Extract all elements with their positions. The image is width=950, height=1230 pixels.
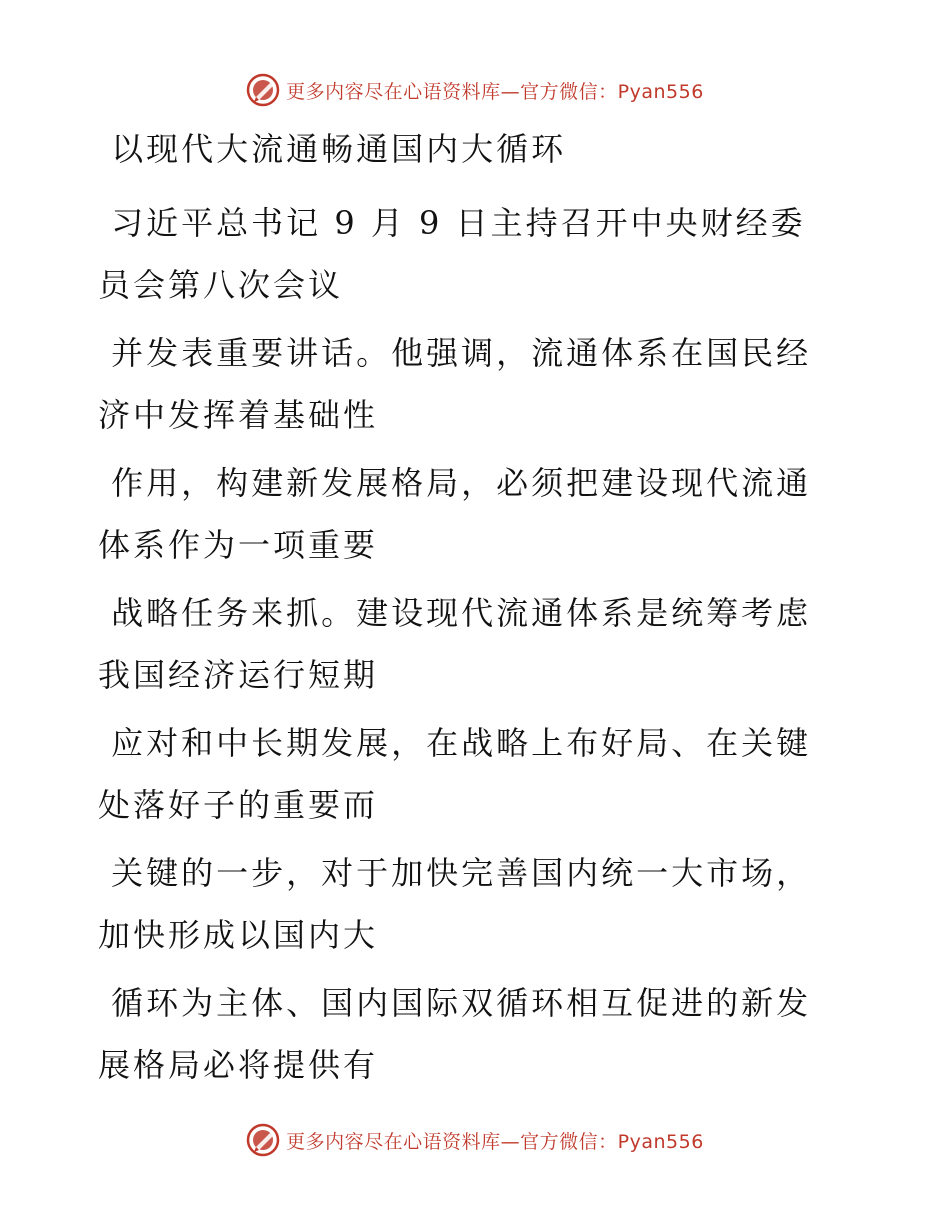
watermark-text: 更多内容尽在心语资料库—官方微信：Pyan556 xyxy=(286,80,704,103)
paragraph: 习近平总书记 9 月 9 日主持召开中央财经委员会第八次会议 xyxy=(98,204,806,304)
pen-seal-icon xyxy=(246,73,280,107)
paragraph: 作用，构建新发展格局，必须把建设现代流通体系作为一项重要 xyxy=(98,464,812,564)
paragraph: 并发表重要讲话。他强调，流通体系在国民经济中发挥着基础性 xyxy=(98,334,812,434)
paragraph: 关键的一步，对于加快完善国内统一大市场，加快形成以国内大 xyxy=(98,854,812,954)
watermark-text: 更多内容尽在心语资料库—官方微信：Pyan556 xyxy=(286,1130,704,1153)
document-title: 以现代大流通畅通国内大循环 xyxy=(98,130,567,168)
document-body xyxy=(98,118,833,1102)
watermark-wechat-id: Pyan556 xyxy=(617,80,704,103)
paragraph: 战略任务来抓。建设现代流通体系是统筹考虑我国经济运行短期 xyxy=(98,594,812,694)
paragraph: 应对和中长期发展，在战略上布好局、在关键处落好子的重要而 xyxy=(98,724,812,824)
header-watermark xyxy=(0,70,950,110)
footer-watermark xyxy=(0,1120,950,1160)
paragraph: 循环为主体、国内国际双循环相互促进的新发展格局必将提供有 xyxy=(98,984,812,1084)
pen-seal-icon xyxy=(246,1123,280,1157)
watermark-wechat-id: Pyan556 xyxy=(617,1130,704,1153)
